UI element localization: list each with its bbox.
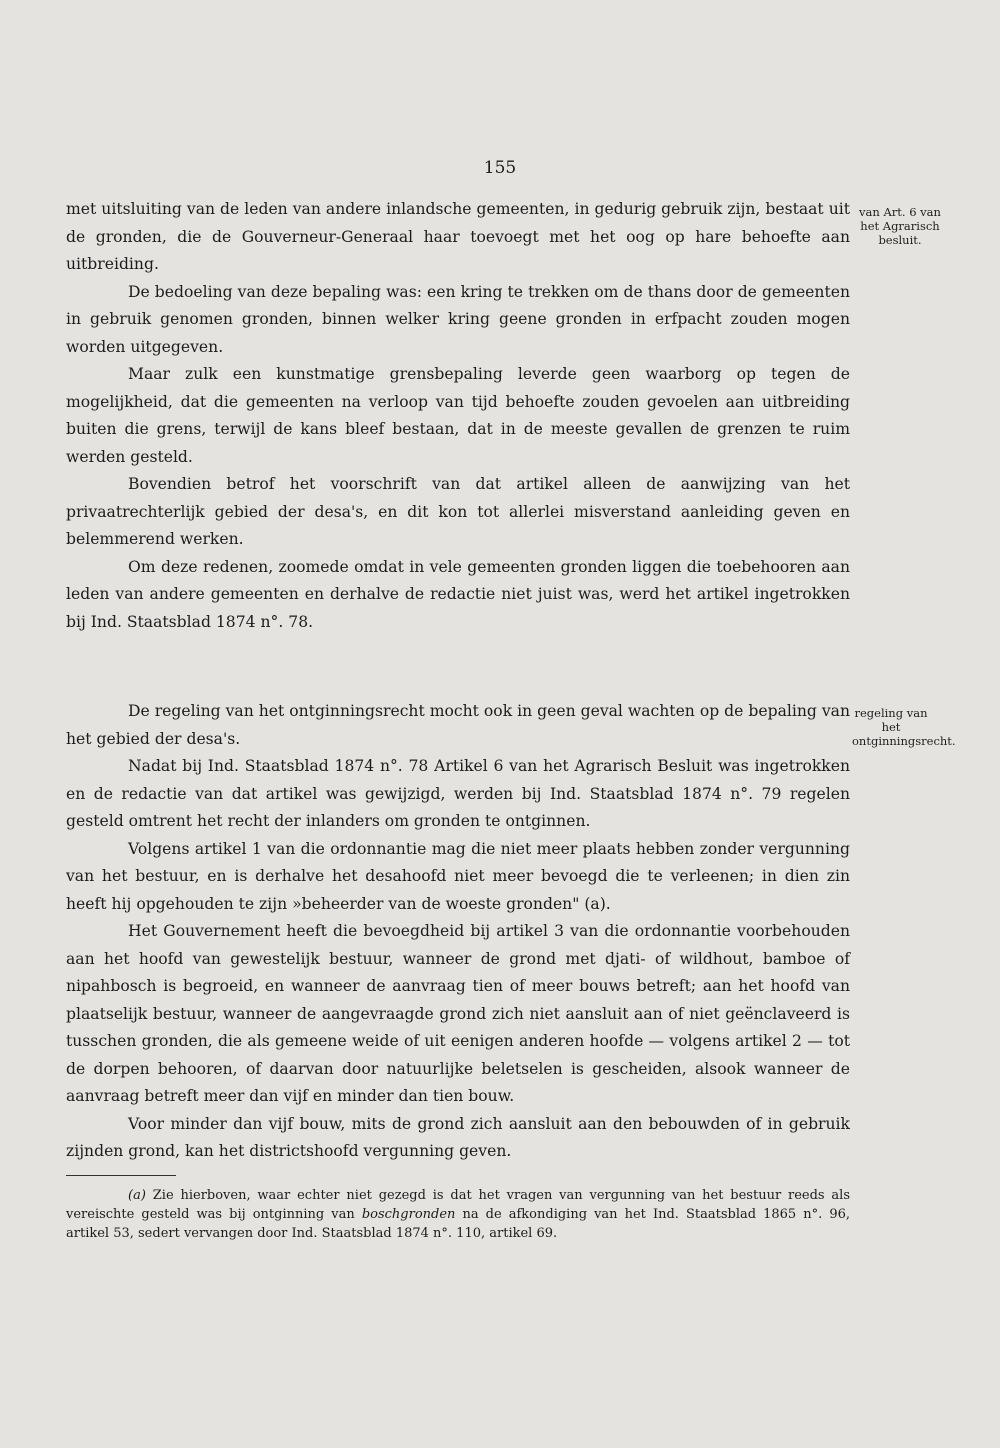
paragraph: Maar zulk een kunstmatige grensbepaling leverde geen waarborg op tegen de mogelijkheid, dat die gemeenten na verloop van tijd behoefte zouden gevoelen aan uitbreiding buiten die grens, terwijl de kans bleef bestaan, dat in de meeste gevallen de grenzen te ruim werden gesteld. [66, 365, 850, 466]
footnote-text-before: Zie hierboven, waar echter niet gezegd is dat het vragen van vergunning van het bestuur reeds als vereischte gesteld was bij ontginning van [66, 1188, 850, 1222]
paragraph: Om deze redenen, zoomede omdat in vele gemeenten gronden liggen die toebehooren aan leden van andere gemeenten en derhalve de redactie niet juist was, werd het artikel ingetrokken bij Ind. Staatsblad 1874 n°. 78. [66, 557, 850, 631]
paragraph: Voor minder dan vijf bouw, mits de grond zich aansluit aan den bebouwden of in gebruik zijnden grond, kan het districtshoofd vergunning geven. [66, 1114, 850, 1160]
paragraph: Bovendien betrof het voorschrift van dat artikel alleen de aanwijzing van het privaatrechterlijk gebied der desa's, en dit kon tot allerlei misverstand aanleiding geven en belemmerend werken. [66, 475, 850, 548]
paragraph: De regeling van het ontginningsrecht mocht ook in geen geval wachten op de bepaling van het gebied der desa's. [66, 702, 850, 748]
footnote-text-after: na de afkondiging van het Ind. Staatsblad 1865 n°. 96, artikel 53, sedert vervangen door Ind. Staatsblad 1874 n°. 110, artikel 69. [66, 1207, 850, 1241]
paragraph: Nadat bij Ind. Staatsblad 1874 n°. 78 Artikel 6 van het Agrarisch Besluit was ingetrokken en de redactie van dat artikel was gewijzigd, werden bij Ind. Staatsblad 1874 n°. 79 regelen gesteld omtrent het recht der inlanders om gronden te ontginnen. [66, 757, 850, 830]
paragraph: De bedoeling van deze bepaling was: een kring te trekken om de thans door de gemeenten in gebruik genomen gronden, binnen welker kring geene gronden in erfpacht zouden mogen worden uitgegeven. [66, 282, 850, 356]
paragraph: Volgens artikel 1 van die ordonnantie mag die niet meer plaats hebben zonder vergunning van het bestuur, en is derhalve het desahoofd niet meer bevoegd die te verleenen; in dien zin heeft hij opgehouden te zijn »beheerder van de woeste gronden" (a). [66, 839, 850, 913]
footnote-divider [66, 1175, 176, 1176]
footnote [66, 1186, 850, 1243]
paragraph: Het Gouvernement heeft die bevoegdheid bij artikel 3 van die ordonnantie voorbehouden aan het hoofd van gewestelijk bestuur, wanneer de grond met djati- of wildhout, bamboe of nipahbosch is begroeid, en wanneer de aanvraag tien of meer bouws betreft; aan het hoofd van plaatselijk bestuur, wanneer de aangevraagde grond zich niet aansluit aan of niet geënclaveerd is tusschen gronden, die als gemeene weide of uit eenigen anderen hoofde — volgens artikel 2 — tot de dorpen behooren, of daarvan door natuurlijke beletselen is gescheiden, alsook wanneer de aanvraag betreft meer dan vijf en minder dan tien bouw. [66, 922, 850, 1105]
section-erfpacht-text [66, 196, 850, 636]
paragraph: met uitsluiting van de leden van andere inlandsche gemeenten, in gedurig gebruik zijn, bestaat uit de gronden, die de Gouverneur-Generaal haar toevoegt met het oog op hare behoefte aan uitbreiding. [66, 200, 850, 273]
footnote-marker: (a) [128, 1188, 146, 1203]
footnote-italic-term: boschgronden [361, 1207, 456, 1222]
margin-note-art6: van Art. 6 van het Agrarisch besluit. [859, 205, 941, 247]
margin-note-ontginningsrecht: regeling van het ontginningsrecht. [852, 706, 956, 748]
section-ontginningsrecht-text [66, 698, 850, 1166]
page-number: 155 [483, 158, 517, 178]
